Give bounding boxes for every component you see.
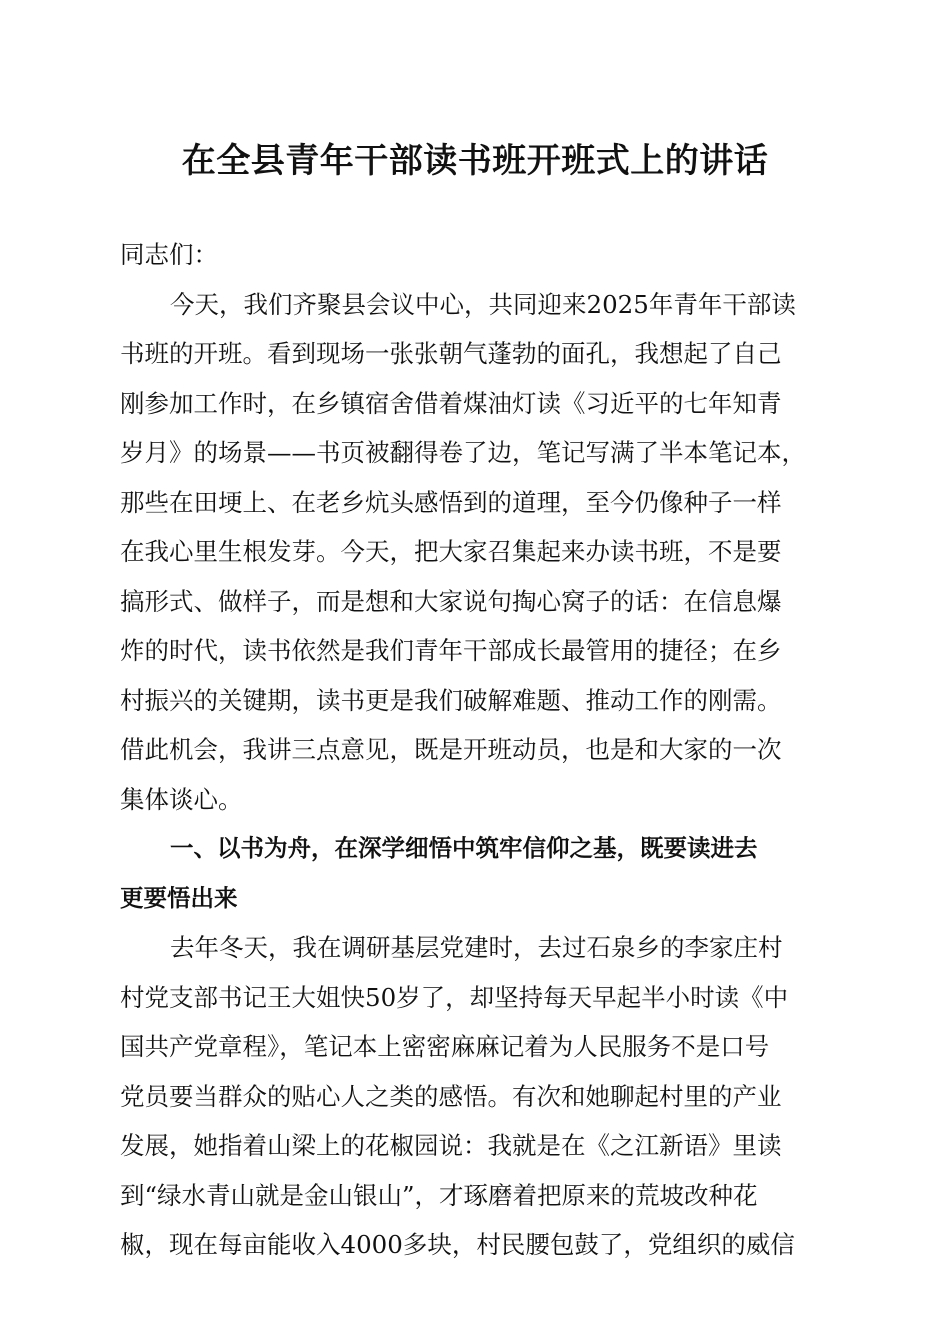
- paragraph-line: 在我心里生根发芽。今天，把大家召集起来办读书班，不是要: [120, 537, 782, 566]
- paragraph-line: 党员要当群众的贴心人之类的感悟。有次和她聊起村里的产业: [120, 1081, 782, 1111]
- paragraph-line: 村振兴的关键期，读书更是我们破解难题、推动工作的刚需。: [120, 685, 782, 715]
- paragraph-line: 到“绿水青山就是金山银山”，才琢磨着把原来的荒坡改种花: [120, 1180, 758, 1210]
- paragraph-line: 炸的时代，读书依然是我们青年干部成长最管用的捷径；在乡: [120, 636, 782, 665]
- paragraph-1: [120, 280, 832, 825]
- heading-line: 一、以书为舟，在深学细悟中筑牢信仰之基，既要读进去: [170, 834, 758, 862]
- paragraph-line: 刚参加工作时，在乡镇宿舍借着煤油灯读《习近平的七年知青: [120, 388, 782, 418]
- document-body: [120, 230, 832, 1270]
- paragraph-line: 岁月》的场景——书页被翻得卷了边，笔记写满了半本笔记本，: [120, 438, 806, 467]
- paragraph-line: 书班的开班。看到现场一张张朝气蓬勃的面孔，我想起了自己: [120, 339, 782, 368]
- paragraph-line: 集体谈心。: [120, 784, 243, 814]
- paragraph-line: 发展，她指着山梁上的花椒园说：我就是在《之江新语》里读: [120, 1131, 782, 1160]
- salutation: 同志们：: [120, 240, 218, 269]
- paragraph-line: 国共产党章程》，笔记本上密密麻麻记着为人民服务不是口号: [120, 1032, 770, 1061]
- section-heading-1: [120, 824, 832, 923]
- paragraph-line: 去年冬天，我在调研基层党建时，去过石泉乡的李家庄村: [170, 933, 783, 962]
- paragraph-line: 那些在田埂上、在老乡炕头感悟到的道理，至今仍像种子一样: [120, 487, 782, 517]
- paragraph-line: 村党支部书记王大姐快50岁了，却坚持每天早起半小时读《中: [120, 982, 789, 1012]
- paragraph-line: 椒，现在每亩能收入4000多块，村民腰包鼓了，党组织的威信: [120, 1230, 795, 1259]
- document-title: 在全县青年干部读书班开班式上的讲话: [181, 141, 769, 181]
- heading-line: 更要悟出来: [120, 883, 238, 912]
- paragraph-line: 搞形式、做样子，而是想和大家说句掏心窝子的话：在信息爆: [120, 586, 782, 616]
- paragraph-2: [120, 923, 832, 1270]
- paragraph-line: 今天，我们齐聚县会议中心，共同迎来2025年青年干部读: [170, 289, 796, 319]
- paragraph-line: 借此机会，我讲三点意见，既是开班动员，也是和大家的一次: [120, 735, 782, 764]
